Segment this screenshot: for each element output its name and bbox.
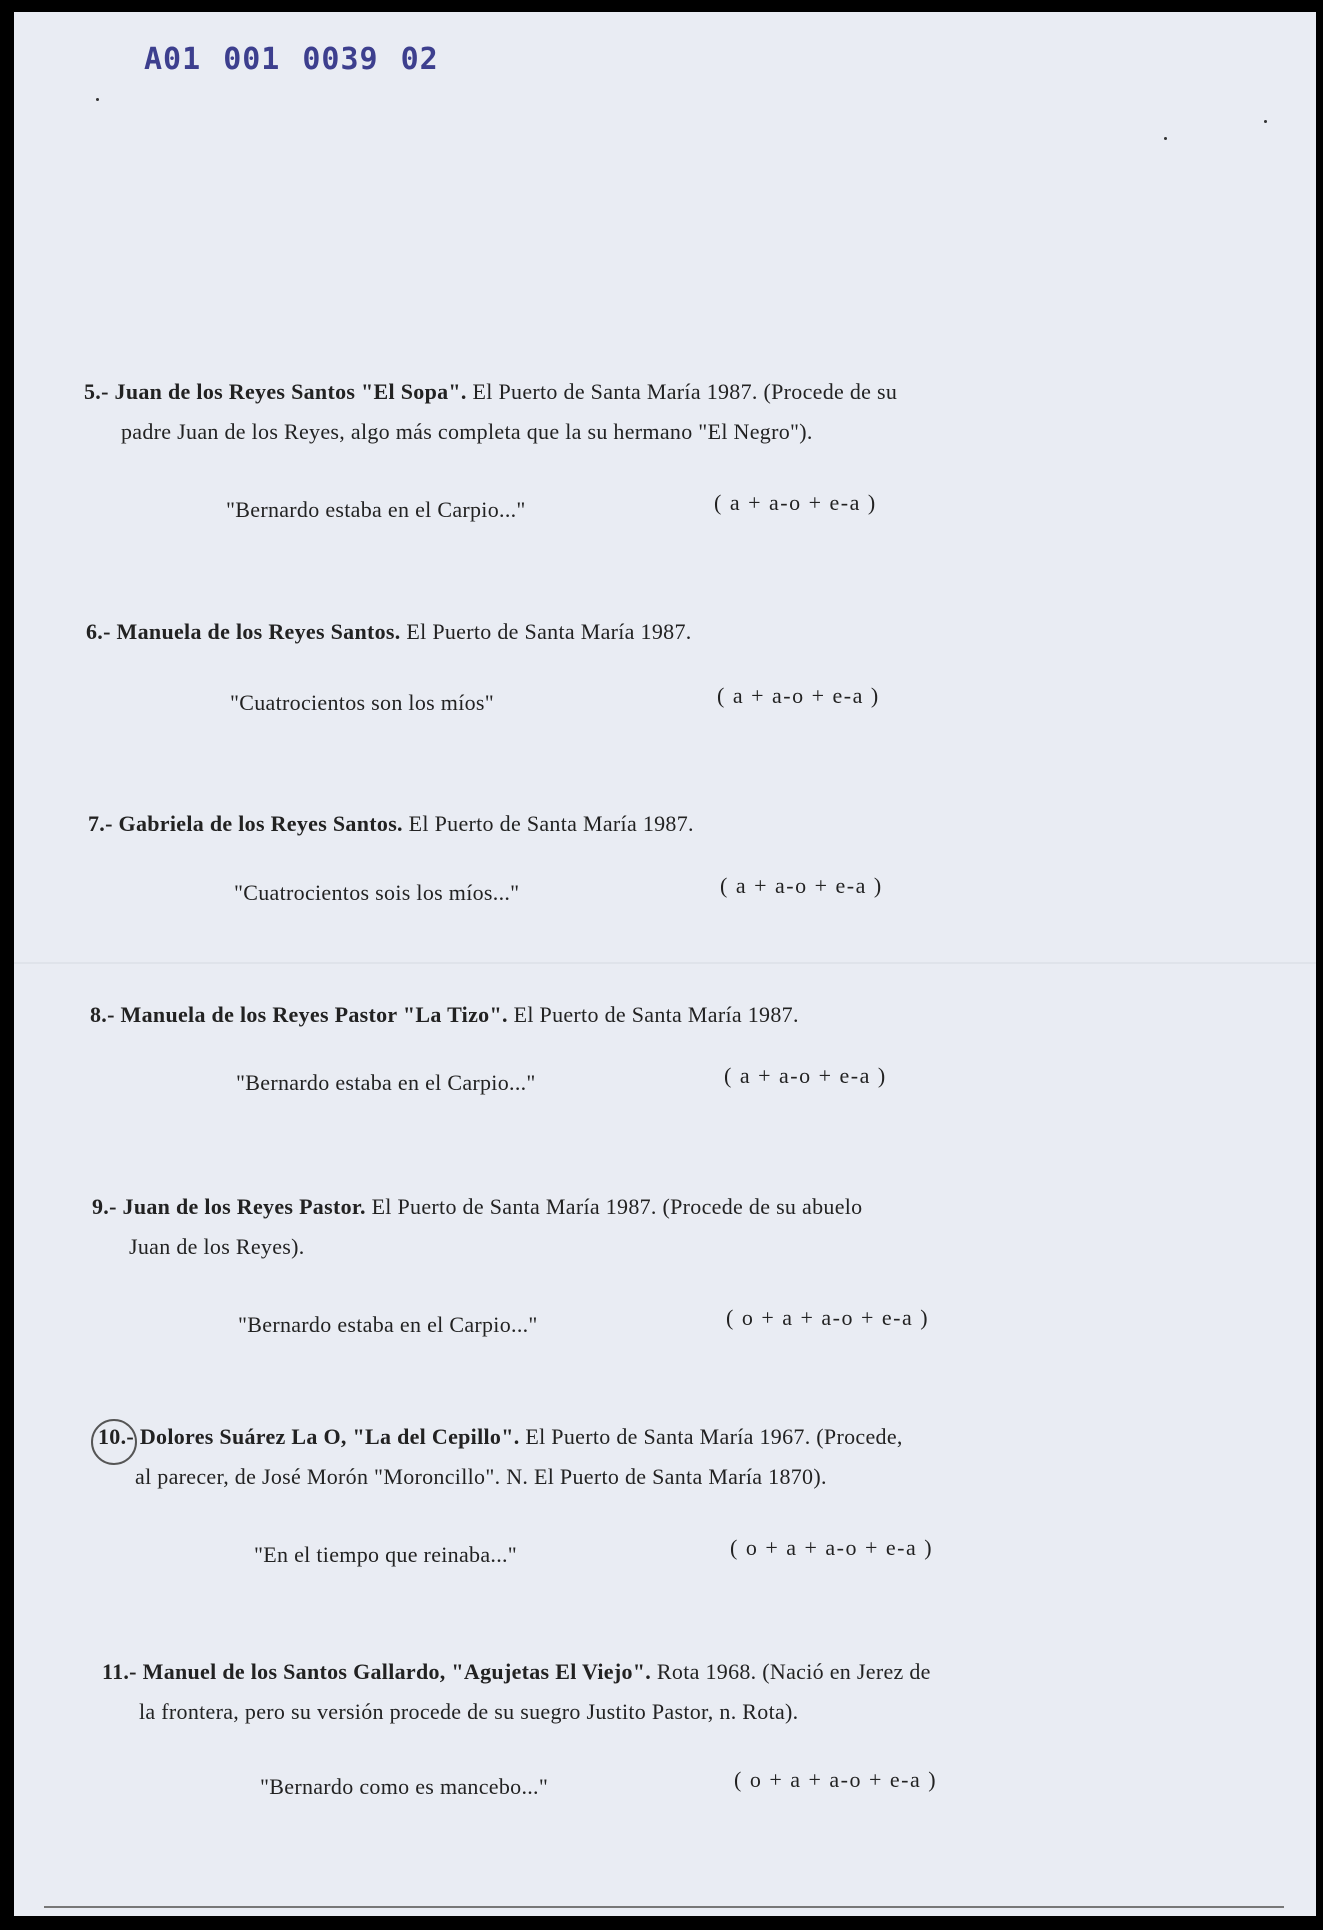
entry-place: El Puerto de Santa María 1987. (408, 811, 694, 836)
entry-place: El Puerto de Santa María 1987. (Procede de su abuelo (371, 1194, 863, 1219)
verse-incipit: "Bernardo como es mancebo..." (260, 1774, 549, 1799)
rhyme-scheme: ( a + a-o + e-a ) (720, 873, 883, 898)
entry-number: 9.- (92, 1194, 117, 1219)
speck (1264, 120, 1267, 123)
rhyme-scheme: ( o + a + a-o + e-a ) (726, 1305, 930, 1330)
verse-incipit: "Bernardo estaba en el Carpio..." (238, 1312, 538, 1337)
verse-incipit: "Cuatrocientos son los míos" (230, 690, 495, 715)
entry-name: Manuela de los Reyes Santos. (116, 619, 401, 644)
speck (96, 98, 99, 101)
entry-continuation: padre Juan de los Reyes, algo más completa que la su hermano "El Negro"). (121, 419, 813, 444)
page-fold (14, 962, 1316, 964)
speck (1164, 137, 1167, 140)
entry-name: Juan de los Reyes Santos "El Sopa". (114, 379, 467, 404)
rhyme-scheme: ( a + a-o + e-a ) (717, 683, 880, 708)
entry-5 (84, 372, 1214, 452)
entry-continuation: la frontera, pero su versión procede de su suegro Justito Pastor, n. Rota). (139, 1699, 799, 1724)
entry-8 (90, 995, 1220, 1035)
stamp-part: 02 (400, 42, 439, 77)
rhyme-scheme: ( a + a-o + e-a ) (714, 490, 877, 515)
verse-incipit: "En el tiempo que reinaba..." (254, 1542, 518, 1567)
entry-10 (98, 1417, 1228, 1497)
entry-number: 6.- (86, 619, 111, 644)
entry-place: Rota 1968. (Nació en Jerez de (656, 1659, 931, 1684)
entry-continuation: al parecer, de José Morón "Moroncillo". N. El Puerto de Santa María 1870). (135, 1464, 827, 1489)
entry-place: El Puerto de Santa María 1987. (406, 619, 692, 644)
document-page (14, 12, 1316, 1916)
verse-incipit: "Cuatrocientos sois los míos..." (234, 880, 520, 905)
verse-incipit: "Bernardo estaba en el Carpio..." (226, 497, 526, 522)
entry-9 (92, 1187, 1222, 1267)
entry-name: Dolores Suárez La O, "La del Cepillo". (139, 1424, 520, 1449)
stamp-part: A01 (144, 42, 202, 77)
rhyme-scheme: ( o + a + a-o + e-a ) (730, 1535, 934, 1560)
entry-name: Manuela de los Reyes Pastor "La Tizo". (120, 1002, 508, 1027)
entry-number: 11.- (102, 1659, 137, 1684)
entry-number: 5.- (84, 379, 109, 404)
entry-place: El Puerto de Santa María 1967. (Procede, (525, 1424, 903, 1449)
entry-name: Gabriela de los Reyes Santos. (118, 811, 403, 836)
rhyme-scheme: ( a + a-o + e-a ) (724, 1063, 887, 1088)
verse-incipit: "Bernardo estaba en el Carpio..." (236, 1070, 536, 1095)
page-bottom-edge (44, 1906, 1284, 1908)
entry-name: Manuel de los Santos Gallardo, "Agujetas El Viejo". (142, 1659, 652, 1684)
entry-number: 8.- (90, 1002, 115, 1027)
entry-place: El Puerto de Santa María 1987. (513, 1002, 799, 1027)
entry-number: 10.- (98, 1424, 135, 1449)
entry-name: Juan de los Reyes Pastor. (122, 1194, 366, 1219)
entry-7 (88, 804, 1218, 844)
rhyme-scheme: ( o + a + a-o + e-a ) (734, 1767, 938, 1792)
entry-continuation: Juan de los Reyes). (129, 1234, 305, 1259)
entry-number: 7.- (88, 811, 113, 836)
entry-place: El Puerto de Santa María 1987. (Procede de su (472, 379, 898, 404)
stamp-part: 001 (223, 42, 281, 77)
stamp-part: 0039 (302, 42, 379, 77)
entry-6 (86, 612, 1216, 652)
archive-stamp (144, 42, 461, 77)
entry-11 (102, 1652, 1232, 1732)
